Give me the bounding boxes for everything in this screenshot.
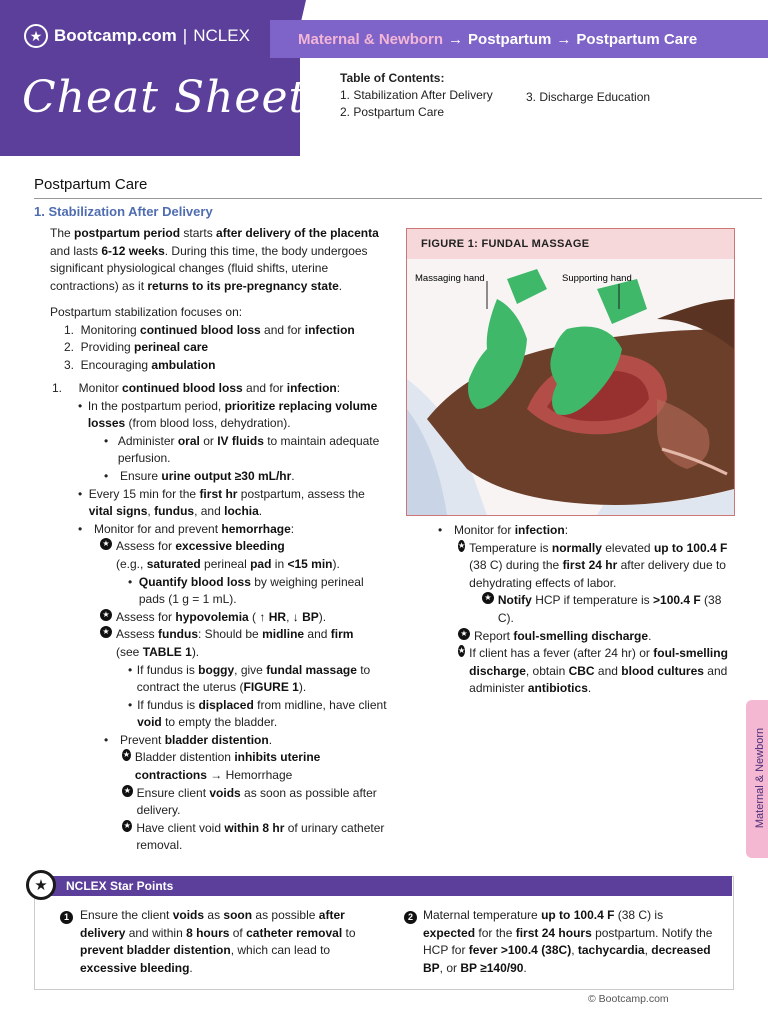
stabilization-focus-list: Postpartum stabilization focuses on: 1. Monitoring continued blood loss and for infection 2. Providing perineal care 3. Encouraging ambulation (50, 305, 355, 372)
figure-fundal-massage (406, 228, 735, 516)
star-point-number-1: 1 (60, 911, 73, 924)
star-points-title: NCLEX Star Points (66, 879, 174, 893)
toc-item-2[interactable]: 2. Postpartum Care (340, 105, 445, 119)
fundal-massage-illustration (407, 259, 734, 515)
toc-title: Table of Contents: (340, 71, 445, 85)
logo-brand: Bootcamp.com (54, 26, 177, 45)
figure-label-massaging-hand: Massaging hand (415, 273, 485, 284)
breadcrumb-item-maternal[interactable]: Maternal & Newborn (298, 30, 444, 48)
infection-monitoring-list: • Monitor for infection: ★ Temperature is normally elevated up to 100.4 F (38 C) during the first 24 hr after delivery due to dehydrating effects of labor. ★ Notify HCP if temperature is >100.4 F (38 C). ★ Report foul-smelling discharge. ★ If client has a fever (after 24 hr) or foul-smelling discharge, obtain CBC and blood cultures and administer antibiotics. (438, 523, 728, 696)
breadcrumb-item-postpartum[interactable]: Postpartum (468, 30, 552, 48)
section-divider (34, 198, 762, 199)
toc-item-3[interactable]: 3. Discharge Education (526, 90, 651, 104)
figure-title: FIGURE 1: FUNDAL MASSAGE (407, 229, 734, 259)
intro-paragraph: The postpartum period starts after delivery of the placenta and lasts 6-12 weeks. During this time, the body undergoes significant physiological changes (fluid shifts, uterine contractions) as it returns to its pre-pregnancy state. (50, 226, 379, 293)
breadcrumb-item-postpartum-care[interactable]: Postpartum Care (576, 30, 698, 48)
footer-copyright: © Bootcamp.com (588, 993, 669, 1005)
cheat-sheets-title: Cheat Sheets (22, 72, 331, 123)
monitor-blood-loss-list: 1. Monitor continued blood loss and for infection: • In the postpartum period, prioritize replacing volume losses (from blood loss, dehydration). • Administer oral or IV fluids to maintain adequate perfusion. • Ensure urine output ≥30 mL/hr. • Every 15 min for the first hr postpartum, assess the vital signs, fundus, and lochia. • Monitor for and prevent hemorrhage: ★ Assess for excessive bleeding (e.g., saturated perineal pad in <15 min). • Quantify blood loss by weighing perineal pads (1 g = 1 mL). ★ Assess for hypovolemia ( ↑ HR, ↓ BP). ★ Assess fundus: Should be midline and firm (see TABLE 1). • If fundus is boggy, give fundal massage to contract the uterus (FIGURE 1). • If fundus is displaced from midline, have client void to empty the bladder. • Prevent bladder distention. ★ Bladder distention inhibits uterine contractions → Hemorrhage ★ Ensure client voids as soon as possible after delivery. ★ Have client void within 8 hr of urinary catheter removal. (52, 381, 387, 853)
logo-product: NCLEX (193, 26, 250, 45)
side-tab-label: Maternal & Newborn (754, 727, 766, 829)
star-circle-icon: ★ (24, 24, 48, 48)
star-point-2: Maternal temperature up to 100.4 F (38 C) is expected for the first 24 hours postpartum. Notify the HCP for fever >100.4 (38C), tachycardia, decreased BP, or BP ≥140/90. (423, 908, 713, 975)
section-title: Postpartum Care (34, 176, 148, 193)
logo[interactable] (24, 24, 250, 48)
star-icon: ★ (26, 870, 56, 900)
subsection-title: 1. Stabilization After Delivery (34, 204, 213, 219)
star-point-1: Ensure the client voids as soon as possible after delivery and within 8 hours of catheter removal to prevent bladder distention, which can lead to excessive bleeding. (80, 908, 356, 975)
breadcrumb-arrow-icon: → (448, 30, 464, 48)
star-point-number-2: 2 (404, 911, 417, 924)
table-of-contents (340, 70, 493, 121)
breadcrumb-arrow-icon: → (556, 30, 572, 48)
figure-label-supporting-hand: Supporting hand (562, 273, 632, 284)
toc-item-1[interactable]: 1. Stabilization After Delivery (340, 88, 493, 102)
logo-separator: | (182, 26, 188, 45)
breadcrumb (298, 20, 697, 58)
